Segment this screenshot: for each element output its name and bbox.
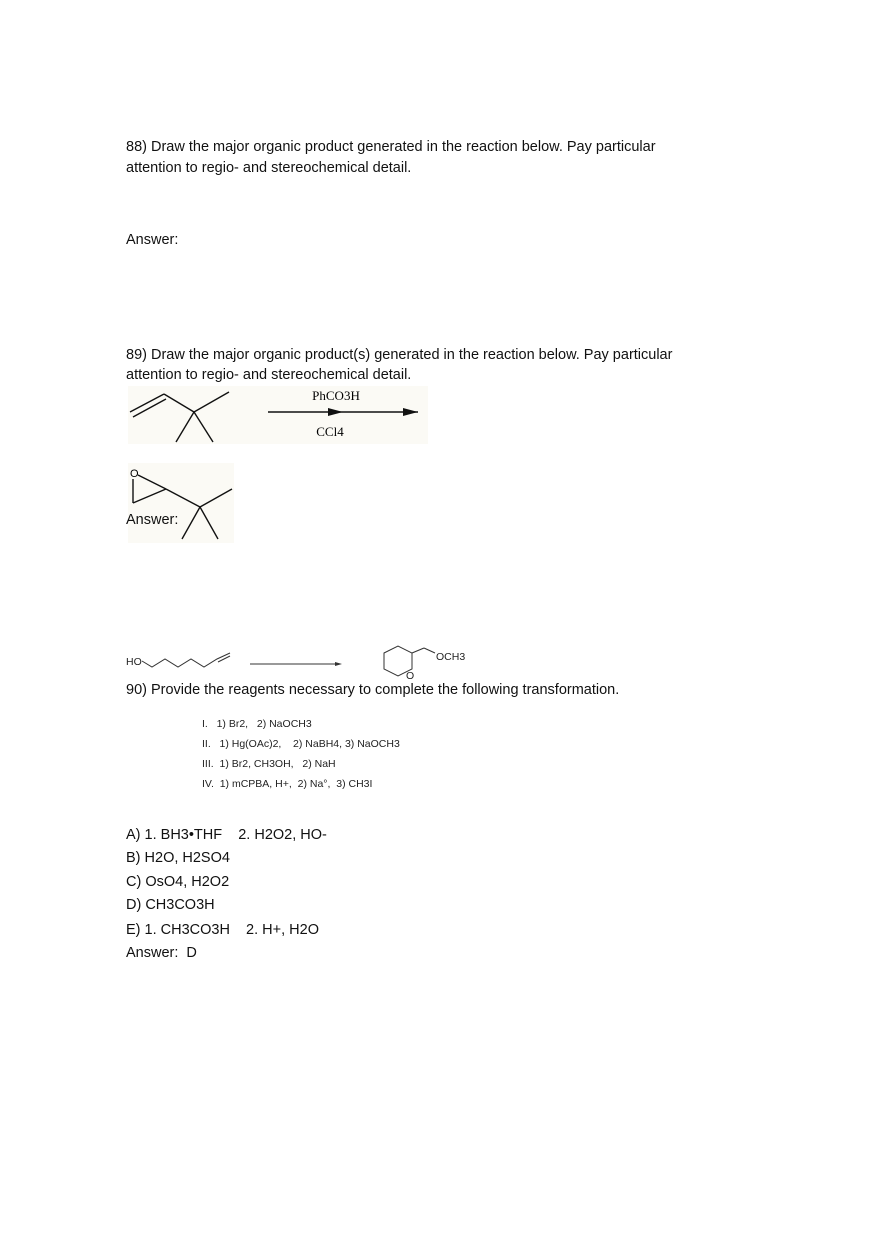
hydroxyl-label: HO (126, 656, 142, 668)
q88-text-line1: 88) Draw the major organic product generated in the reaction below. Pay particular (126, 139, 656, 155)
q89-reaction-image (128, 386, 428, 444)
ring-oxygen-label: O (406, 670, 415, 682)
q89-text-line2: attention to regio- and stereochemical detail. (126, 367, 412, 383)
alkene-structure (128, 386, 428, 444)
q88-answer-label: Answer: (126, 232, 179, 248)
svg-text:O: O (130, 468, 139, 480)
reagent-top: PhCO3H (312, 388, 360, 403)
choice-c: C) OsO4, H2O2 (126, 874, 230, 890)
q88-text-line2: attention to regio- and stereochemical detail. (126, 160, 412, 176)
q89-product-image (128, 463, 234, 543)
q89-text-line1: 89) Draw the major organic product(s) generated in the reaction below. Pay particular (126, 347, 673, 363)
roman-option: II. 1) Hg(OAc)2, 2) NaBH4, 3) NaOCH3 (202, 738, 400, 750)
solvent-bottom: CCl4 (316, 424, 344, 439)
epoxide-structure (128, 463, 234, 543)
roman-option: III. 1) Br2, CH3OH, 2) NaH (202, 758, 336, 770)
q90-reaction-image (122, 640, 482, 682)
q90-prompt: 90) Provide the reagents necessary to complete the following transformation. (126, 682, 620, 698)
q89-answer-label: Answer: (126, 512, 179, 528)
choice-a: A) 1. BH3•THF 2. H2O2, HO- (126, 827, 327, 843)
choice-b: B) H2O, H2SO4 (126, 850, 230, 866)
methoxy-label: OCH3 (436, 651, 466, 663)
q90-roman-options (202, 714, 400, 794)
choice-e: E) 1. CH3CO3H 2. H+, H2O (126, 922, 319, 938)
q90-answer: Answer: D (126, 945, 197, 961)
roman-option: I. 1) Br2, 2) NaOCH3 (202, 718, 312, 730)
roman-option: IV. 1) mCPBA, H+, 2) Na°, 3) CH3I (202, 778, 373, 790)
choice-d: D) CH3CO3H (126, 897, 215, 913)
